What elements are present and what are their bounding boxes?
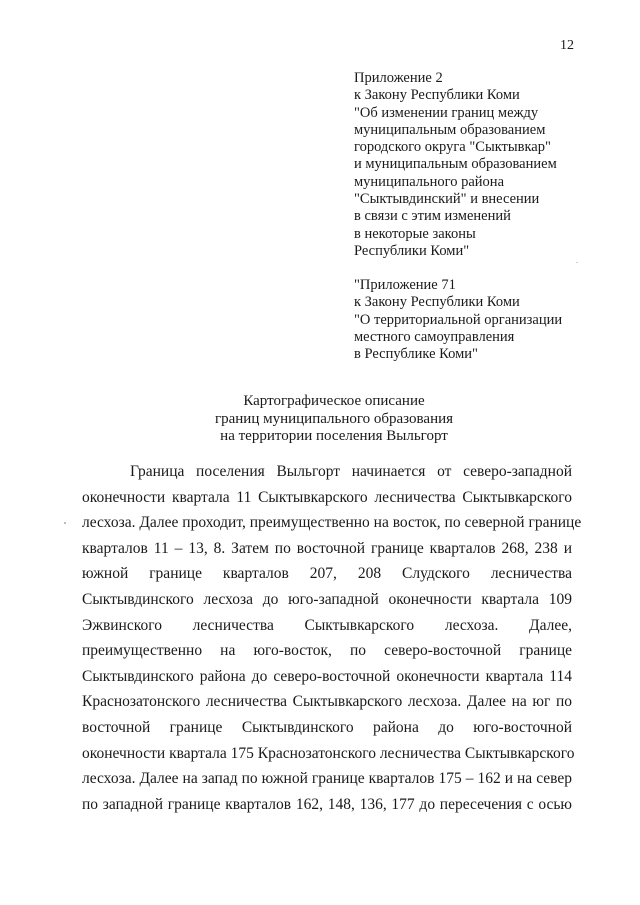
appendix-1-line: к Закону Республики Коми [354,87,520,104]
body-line: Сыктывдинского лесхоза до юго-западной оконечности квартала 109 [82,590,572,608]
body-line: лесхоза. Далее на запад по южной границе кварталов 175 – 162 и на север [82,770,572,788]
body-line: лесхоза. Далее проходит, преимущественно на восток, по северной границе [82,514,582,532]
appendix-2-line: местного самоуправления [354,328,515,345]
appendix-2-line: в Республике Коми" [354,346,478,363]
body-line: кварталов 11 – 13, 8. Затем по восточной границе кварталов 268, 238 и [82,539,572,557]
body-line: Граница поселения Выльгорт начинается от северо-западной [130,463,572,480]
appendix-1-line: в связи с этим изменений [354,208,511,225]
appendix-1-line: городского округа "Сыктывкар" [354,139,551,156]
title-line: Картографическое описание [243,393,425,409]
title-line: границ муниципального образования [214,410,454,427]
appendix-header-1 [354,70,624,260]
appendix-1-line: муниципальным образованием [354,121,546,138]
body-line: восточной границе Сыктывдинского района до юго-восточной [82,718,572,736]
body-paragraph [82,459,582,817]
title-line: на территории поселения Выльгорт [220,428,448,444]
body-line: Краснозатонского лесничества Сыктывкарского лесхоза. Далее на юг по [82,693,572,711]
appendix-1-line: "Сыктывдинский" и внесении [354,191,540,208]
appendix-1-line: в некоторые законы [354,225,476,242]
body-line: преимущественно на юго-восток, по северо-восточной границе [82,642,572,660]
appendix-1-line: "Об изменении границ между [354,104,539,121]
appendix-2-line: "О территориальной организации [354,311,563,328]
body-line: оконечности квартала 11 Сыктывкарского лесничества Сыктывкарского [82,488,572,506]
body-line: Сыктывдинского района до северо-восточной оконечности квартала 114 [82,667,572,685]
document-title [0,393,640,446]
scan-speck [576,262,578,263]
appendix-1-line: Республики Коми" [354,242,470,259]
body-line: оконечности квартала 175 Краснозатонского лесничества Сыктывкарского [82,744,575,762]
scan-speck [64,522,66,524]
appendix-1-line: муниципального района [354,173,504,190]
body-line: по западной границе кварталов 162, 148, 136, 177 до пересечения с осью [82,795,572,813]
appendix-1-line: и муниципальным образованием [354,156,557,173]
appendix-header-2 [354,277,624,363]
appendix-2-line: "Приложение 71 [354,277,456,293]
body-line: Эжвинского лесничества Сыктывкарского лесхоза. Далее, [82,616,572,634]
appendix-2-line: к Закону Республики Коми [354,294,520,311]
body-line: южной границе кварталов 207, 208 Слудского лесничества [82,565,572,583]
page-number: 12 [560,38,574,53]
appendix-1-line: Приложение 2 [354,70,443,86]
